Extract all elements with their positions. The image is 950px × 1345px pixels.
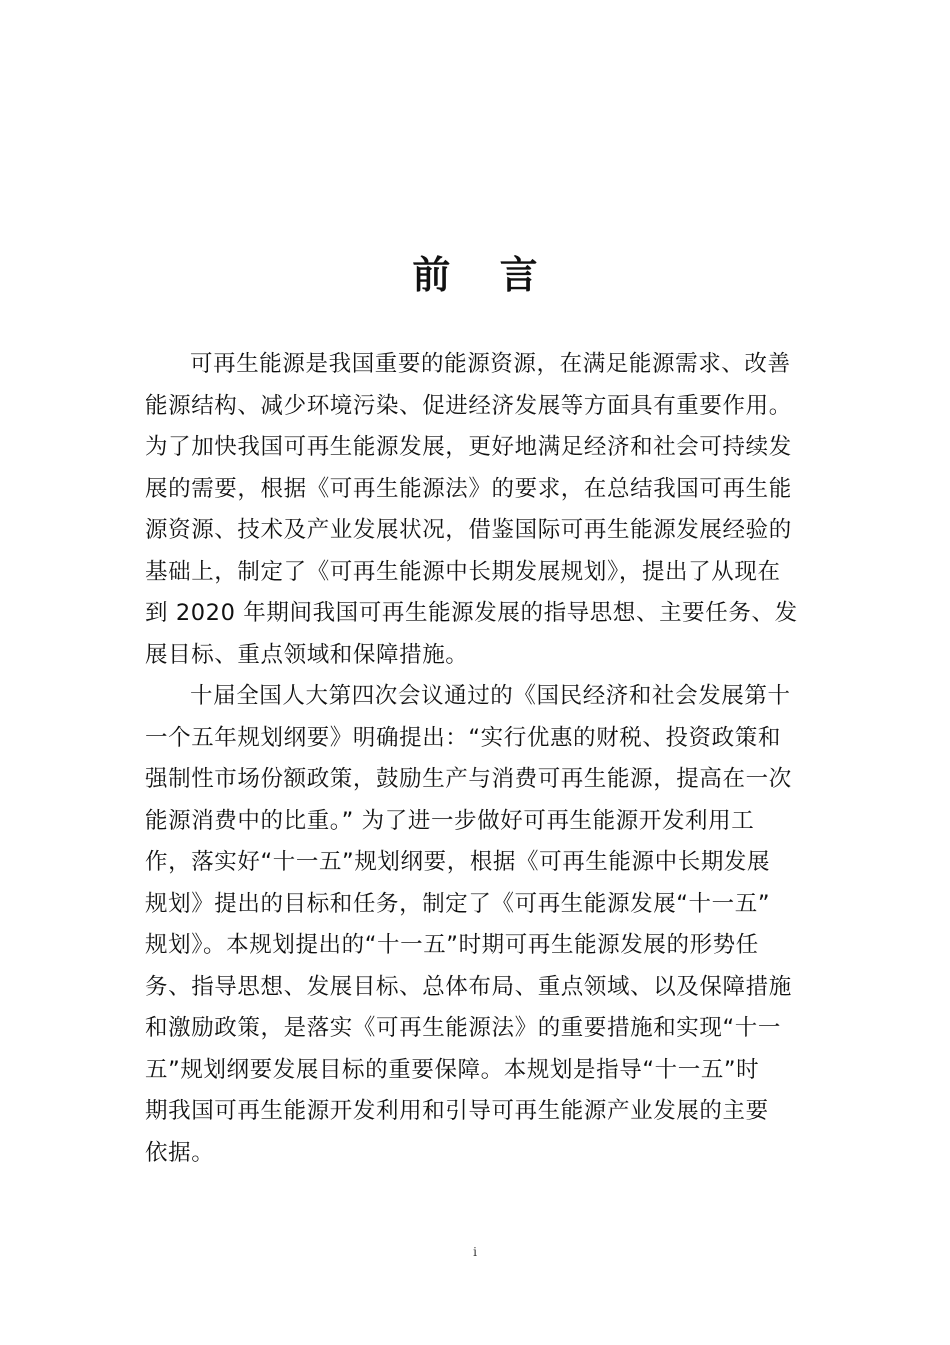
text-line: 一个五年规划纲要》明确提出：“实行优惠的财税、投资政策和 [145, 724, 781, 751]
text-line: 五”规划纲要发展目标的重要保障。本规划是指导“十一五”时 [145, 1056, 760, 1083]
page-number: i [473, 1245, 477, 1259]
text-line: 到 2020 年期间我国可再生能源发展的指导思想、主要任务、发 [145, 600, 798, 626]
text-line: 展的需要，根据《可再生能源法》的要求，在总结我国可再生能 [145, 475, 792, 502]
text-line: 源资源、技术及产业发展状况，借鉴国际可再生能源发展经验的 [145, 517, 792, 543]
text-line: 规划》。本规划提出的“十一五”时期可再生能源发展的形势任 [145, 932, 759, 958]
text-line: 能源结构、减少环境污染、促进经济发展等方面具有重要作用。 [145, 392, 792, 419]
text-line: 务、指导思想、发展目标、总体布局、重点领域、以及保障措施 [145, 973, 792, 1000]
text-line: 可再生能源是我国重要的能源资源，在满足能源需求、改善 [190, 351, 791, 377]
text-line: 基础上，制定了《可再生能源中长期发展规划》，提出了从现在 [145, 558, 781, 585]
page-title: 前 言 [412, 253, 556, 297]
text-line: 能源消费中的比重。” 为了进一步做好可再生能源开发利用工 [145, 807, 755, 834]
text-line: 十届全国人大第四次会议通过的《国民经济和社会发展第十 [190, 683, 791, 709]
preface-body [145, 344, 825, 1174]
text-line: 展目标、重点领域和保障措施。 [145, 641, 469, 668]
text-line: 依据。 [145, 1139, 215, 1166]
text-line: 强制性市场份额政策，鼓励生产与消费可再生能源，提高在一次 [145, 766, 792, 792]
text-line: 为了加快我国可再生能源发展，更好地满足经济和社会可持续发 [145, 434, 792, 460]
text-line: 作，落实好“十一五”规划纲要，根据《可再生能源中长期发展 [145, 849, 771, 875]
text-line: 规划》提出的目标和任务，制定了《可再生能源发展“十一五” [145, 890, 771, 917]
text-line: 期我国可再生能源开发利用和引导可再生能源产业发展的主要 [145, 1098, 769, 1124]
text-line: 和激励政策，是落实《可再生能源法》的重要措施和实现“十一 [145, 1015, 781, 1041]
